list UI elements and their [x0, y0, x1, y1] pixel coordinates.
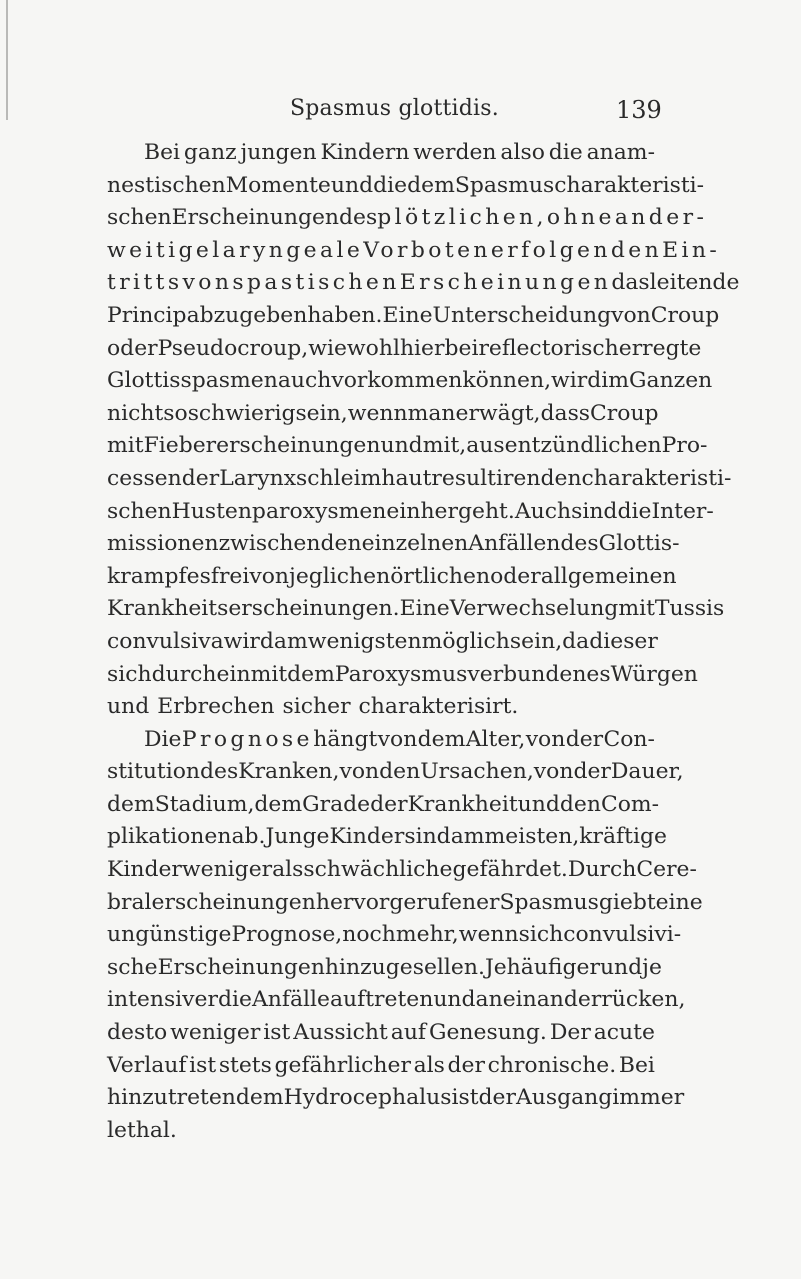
- word: wiewohl: [308, 335, 400, 361]
- word: jungen: [240, 140, 317, 165]
- word: sein,: [295, 400, 348, 426]
- word: entzündlichen: [504, 433, 662, 459]
- text-line: [107, 659, 698, 692]
- text-line: [107, 1115, 655, 1148]
- text-line: [107, 496, 714, 529]
- word: Stadium,: [154, 791, 255, 817]
- text-line: [107, 333, 702, 366]
- word: rücken,: [601, 987, 686, 1013]
- word: eine: [655, 889, 703, 915]
- word: wenn: [347, 400, 408, 426]
- word: Der: [549, 1020, 591, 1046]
- word: lethal.: [107, 1117, 177, 1143]
- emphasized-word: Vorboten: [363, 237, 491, 263]
- word: Unterscheidung: [432, 302, 612, 328]
- word: Larynxschleimhaut: [219, 465, 432, 491]
- word: können,: [462, 368, 552, 394]
- word: abzugeben: [186, 302, 308, 328]
- word: Junge: [265, 824, 330, 850]
- word: hervorgerufener: [315, 889, 500, 915]
- word: Kinder: [329, 824, 405, 850]
- word: Erscheinungen: [171, 205, 340, 231]
- word: gefährdet.: [452, 857, 568, 883]
- word: der: [181, 465, 220, 491]
- word: des: [200, 759, 239, 785]
- word: den: [379, 759, 421, 785]
- word: ab.: [231, 824, 266, 850]
- word: wenn: [458, 922, 519, 948]
- word: die: [217, 987, 252, 1013]
- word: dieser: [589, 628, 658, 654]
- word: zwischen: [218, 531, 321, 557]
- emphasized-word: plötzlichen,: [377, 205, 547, 231]
- word: Bei: [618, 1052, 655, 1078]
- emphasized-word: von: [182, 270, 233, 296]
- word: Pro-: [661, 433, 708, 459]
- text-line: [107, 463, 732, 496]
- word: erwägt,: [455, 400, 541, 426]
- word: Krankheitserscheinungen.: [107, 596, 400, 622]
- word: der: [478, 1085, 516, 1111]
- text-line: [107, 398, 659, 431]
- text-line: [107, 854, 697, 887]
- word: Hydrocephalus: [283, 1085, 452, 1111]
- word: hierbei: [399, 335, 479, 361]
- word: von: [249, 563, 290, 589]
- word: giebt: [598, 889, 656, 915]
- word: charakterisirt.: [358, 694, 519, 720]
- word: Hustenparoxysmen: [171, 498, 387, 524]
- word: als: [272, 857, 304, 883]
- word: Com-: [600, 791, 660, 817]
- text-line: [107, 430, 708, 463]
- word: da: [562, 628, 590, 654]
- word: sein,: [509, 628, 563, 654]
- word: gefährlicher: [274, 1052, 411, 1078]
- word: weniger: [181, 857, 273, 883]
- word: einzelnen: [361, 531, 469, 557]
- word: Prognose,: [231, 922, 343, 948]
- word: das: [611, 270, 650, 296]
- word: einander: [502, 987, 602, 1013]
- text-line: [107, 235, 721, 268]
- word: Verlauf: [107, 1052, 187, 1078]
- text-line: [107, 789, 660, 822]
- word: dem: [407, 172, 455, 198]
- text-line: [107, 724, 655, 757]
- word: mehr,: [395, 922, 459, 948]
- word: durch: [151, 661, 217, 687]
- word: und: [330, 172, 374, 198]
- word: missionen: [107, 531, 219, 557]
- text-line: [107, 952, 662, 985]
- word: chronische.: [487, 1052, 617, 1078]
- word: plikationen: [107, 824, 232, 850]
- word: hinzugesellen.: [324, 954, 485, 980]
- word: von: [611, 302, 651, 328]
- emphasized-word: laryngeale: [212, 237, 364, 263]
- word: krampfes: [107, 563, 211, 589]
- word: stitution: [107, 759, 201, 785]
- word: bralerscheinungen: [107, 889, 316, 915]
- word: und: [380, 433, 423, 459]
- word: den: [559, 791, 601, 817]
- word: acute: [593, 1020, 655, 1046]
- word: Aussicht: [293, 1020, 388, 1046]
- word: Con-: [603, 726, 655, 752]
- word: sicher: [282, 694, 351, 720]
- word: nicht: [107, 400, 164, 426]
- word: stets: [218, 1052, 272, 1078]
- word: wird: [223, 628, 274, 654]
- word: cessen: [107, 465, 182, 491]
- page-number: 139: [616, 96, 662, 124]
- word: sche: [107, 954, 158, 980]
- word: Verwechselung: [449, 596, 619, 622]
- word: wird: [551, 368, 602, 394]
- word: schwierig: [187, 400, 296, 426]
- word: die: [373, 172, 408, 198]
- word: im: [601, 368, 630, 394]
- word: Ausgang: [515, 1085, 613, 1111]
- emphasized-word: tritts: [107, 270, 183, 296]
- word: ist: [263, 1020, 291, 1046]
- word: die: [617, 498, 652, 524]
- word: sich: [518, 922, 564, 948]
- word: Alter,: [465, 726, 526, 752]
- word: convulsivi-: [563, 922, 682, 948]
- word: Auch: [514, 498, 572, 524]
- word: mit: [250, 661, 288, 687]
- word: Eine: [399, 596, 450, 622]
- word: desto: [107, 1020, 168, 1046]
- text-line: [107, 528, 680, 561]
- word: charakteristi-: [554, 172, 705, 198]
- word: Erbrechen: [157, 694, 275, 720]
- word: des: [560, 531, 599, 557]
- word: resultirenden: [431, 465, 582, 491]
- word: leitende: [649, 270, 740, 296]
- word: Momente: [225, 172, 331, 198]
- text-line: [107, 887, 703, 920]
- word: mit,: [422, 433, 467, 459]
- word: am: [273, 628, 308, 654]
- word: von: [533, 759, 574, 785]
- text-line: [107, 137, 655, 170]
- word: sind: [571, 498, 618, 524]
- emphasized-word: ohne: [546, 205, 615, 231]
- word: örtlichen: [390, 563, 491, 589]
- word: Durch: [567, 857, 637, 883]
- emphasized-word: weitige: [107, 237, 213, 263]
- word: hängt: [313, 726, 378, 752]
- word: convulsiva: [107, 628, 224, 654]
- word: Krankheit: [407, 791, 518, 817]
- word: Dauer,: [610, 759, 684, 785]
- word: Croup: [650, 302, 720, 328]
- text-line: [107, 1017, 655, 1050]
- text-line: [107, 756, 684, 789]
- word: frei: [210, 563, 250, 589]
- word: dem: [107, 791, 155, 817]
- text-line: [107, 170, 705, 203]
- text-line: [107, 919, 682, 952]
- word: also: [500, 140, 545, 165]
- word: dem: [287, 661, 335, 687]
- word: der: [565, 726, 604, 752]
- word: Die: [144, 726, 182, 752]
- word: Inter-: [651, 498, 714, 524]
- word: mit: [618, 596, 655, 622]
- text-line: [107, 821, 667, 854]
- running-title: Spasmus glottidis.: [290, 96, 499, 121]
- word: schen: [107, 498, 172, 524]
- emphasized-word: Erscheinungen: [399, 270, 612, 296]
- word: meisten,: [484, 824, 580, 850]
- word: des: [339, 205, 378, 231]
- word: und: [517, 791, 560, 817]
- word: Fiebererscheinungen: [143, 433, 381, 459]
- word: ganz: [183, 140, 237, 165]
- word: mit: [107, 433, 144, 459]
- word: Würgen: [610, 661, 698, 687]
- word: von: [525, 726, 566, 752]
- word: jeglichen: [289, 563, 391, 589]
- paragraph: [107, 137, 740, 724]
- word: Cere-: [636, 857, 697, 883]
- word: Grade: [302, 791, 371, 817]
- word: so: [163, 400, 188, 426]
- word: erregte: [618, 335, 702, 361]
- word: Erscheinungen: [157, 954, 325, 980]
- word: werden: [413, 140, 497, 165]
- text-line: [107, 300, 720, 333]
- word: nestischen: [107, 172, 226, 198]
- word: Ursachen,: [420, 759, 534, 785]
- word: Eine: [382, 302, 433, 328]
- word: den: [320, 531, 362, 557]
- body-text: [107, 137, 740, 1147]
- word: ein: [216, 661, 251, 687]
- emphasized-word: ander-: [614, 205, 708, 231]
- word: noch: [342, 922, 396, 948]
- word: Bei: [144, 140, 181, 165]
- word: Croup: [590, 400, 659, 426]
- word: ist: [189, 1052, 217, 1078]
- word: Genesung.: [428, 1020, 547, 1046]
- emphasized-word: spastischen: [232, 270, 400, 296]
- word: schwächliche: [303, 857, 453, 883]
- word: dem: [417, 726, 466, 752]
- word: schen: [107, 205, 172, 231]
- word: sind: [404, 824, 451, 850]
- word: und: [433, 987, 476, 1013]
- word: von: [377, 726, 418, 752]
- emphasized-word: Prognose: [181, 726, 313, 752]
- word: an: [475, 987, 503, 1013]
- word: allgemeinen: [540, 563, 677, 589]
- word: dass: [540, 400, 591, 426]
- word: aus: [466, 433, 505, 459]
- word: Spasmus: [499, 889, 599, 915]
- text-line: [107, 984, 686, 1017]
- page-header: [0, 96, 801, 126]
- word: Tussis: [654, 596, 725, 622]
- word: der: [573, 759, 611, 785]
- word: reflectorisch: [478, 335, 619, 361]
- emphasized-word: Ein-: [662, 237, 721, 263]
- word: Je: [484, 954, 507, 980]
- emphasized-word: erfolgenden: [490, 237, 663, 263]
- word: Kinder: [107, 857, 182, 883]
- word: auch: [277, 368, 332, 394]
- word: intensiver: [107, 987, 218, 1013]
- word: möglich: [421, 628, 510, 654]
- word: der: [370, 791, 408, 817]
- word: hinzutretendem: [107, 1085, 284, 1111]
- text-line: [107, 202, 708, 235]
- word: oder: [107, 335, 158, 361]
- text-line: [107, 593, 725, 626]
- word: der: [447, 1052, 485, 1078]
- word: und: [107, 694, 150, 720]
- word: die: [548, 140, 583, 165]
- word: auf: [390, 1020, 427, 1046]
- word: immer: [612, 1085, 685, 1111]
- text-line: [107, 626, 658, 659]
- word: je: [642, 954, 662, 980]
- text-line: [107, 561, 677, 594]
- word: verbundenes: [467, 661, 611, 687]
- text-line: [107, 691, 655, 724]
- text-line: [107, 365, 713, 398]
- word: am: [450, 824, 485, 850]
- word: auftreten: [330, 987, 434, 1013]
- word: von: [339, 759, 380, 785]
- word: weniger: [170, 1020, 261, 1046]
- word: Kindern: [320, 140, 410, 165]
- word: haben.: [307, 302, 383, 328]
- word: sich: [107, 661, 152, 687]
- word: charakteristi-: [581, 465, 732, 491]
- word: Kranken,: [238, 759, 340, 785]
- word: vorkommen: [331, 368, 463, 394]
- word: dem: [254, 791, 303, 817]
- word: Spasmus: [454, 172, 555, 198]
- word: Glottis-: [598, 531, 680, 557]
- text-line: [107, 267, 740, 300]
- word: oder: [490, 563, 541, 589]
- word: kräftige: [579, 824, 667, 850]
- word: häufiger: [506, 954, 600, 980]
- word: wenigsten: [307, 628, 422, 654]
- word: ist: [451, 1085, 479, 1111]
- word: Anfälle: [251, 987, 330, 1013]
- word: und: [599, 954, 643, 980]
- word: Glottisspasmen: [107, 368, 278, 394]
- word: Anfällen: [468, 531, 561, 557]
- word: als: [413, 1052, 445, 1078]
- word: einhergeht.: [386, 498, 515, 524]
- word: Ganzen: [629, 368, 713, 394]
- text-line: [107, 1082, 685, 1115]
- word: Paroxysmus: [334, 661, 468, 687]
- paragraph: [107, 724, 703, 1148]
- word: Pseudocroup,: [157, 335, 309, 361]
- text-line: [107, 1050, 655, 1083]
- word: Princip: [107, 302, 187, 328]
- word: man: [407, 400, 456, 426]
- word: ungünstige: [107, 922, 232, 948]
- word: anam-: [586, 140, 655, 165]
